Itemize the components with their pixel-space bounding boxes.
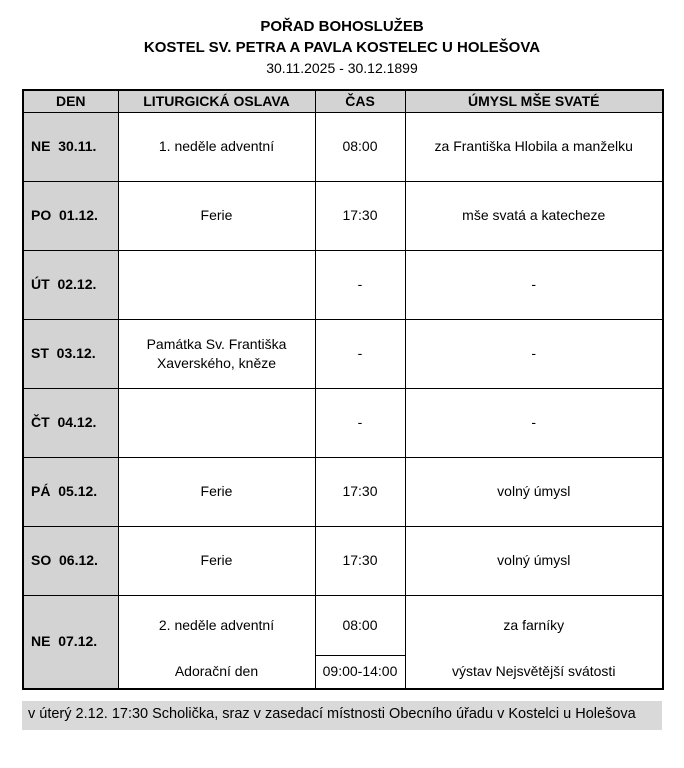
table-row (23, 388, 663, 457)
time-cell: 17:30 (315, 526, 405, 595)
column-header-umysl: ÚMYSL MŠE SVATÉ (405, 90, 663, 112)
church-title: KOSTEL SV. PETRA A PAVLA KOSTELEC U HOLEŠOVA (143, 39, 541, 56)
intention-top: za farníky (503, 616, 565, 633)
time-cell (315, 595, 405, 689)
intention-bottom: výstav Nejsvětější svátosti (452, 662, 616, 679)
celebration-cell: Ferie (118, 526, 315, 595)
celebration-cell (118, 595, 315, 689)
celebration-cell: 1. neděle adventní (118, 112, 315, 181)
day-cell: ÚT 02.12. (23, 250, 118, 319)
page-title: POŘAD BOHOSLUŽEB (260, 18, 424, 35)
date-range: 30.11.2025 - 30.12.1899 (266, 60, 418, 76)
time-cell: 17:30 (315, 181, 405, 250)
time-cell: - (315, 250, 405, 319)
day-cell: NE 07.12. (23, 595, 118, 689)
table-row (23, 526, 663, 595)
celebration-bottom: Adorační den (174, 662, 259, 679)
celebration-cell: Památka Sv. Františka Xaverského, kněze (118, 319, 315, 388)
intention-cell: - (405, 388, 663, 457)
time-cell: - (315, 388, 405, 457)
column-header-cas: ČAS (315, 90, 405, 112)
table-row (23, 250, 663, 319)
day-cell: ČT 04.12. (23, 388, 118, 457)
intention-cell: za Františka Hlobila a manželku (405, 112, 663, 181)
intention-cell (405, 595, 663, 689)
day-cell: NE 30.11. (23, 112, 118, 181)
schedule-table (22, 89, 664, 690)
time-cell: - (315, 319, 405, 388)
time-cell: 08:00 (315, 112, 405, 181)
time-bottom: 09:00-14:00 (316, 655, 405, 688)
document-header (22, 16, 662, 79)
column-header-den: DEN (23, 90, 118, 112)
intention-cell: - (405, 250, 663, 319)
celebration-cell (118, 388, 315, 457)
intention-cell: - (405, 319, 663, 388)
table-row (23, 181, 663, 250)
day-cell: PO 01.12. (23, 181, 118, 250)
column-header-oslava: LITURGICKÁ OSLAVA (118, 90, 315, 112)
time-cell: 17:30 (315, 457, 405, 526)
celebration-cell: Ferie (118, 181, 315, 250)
day-cell: ST 03.12. (23, 319, 118, 388)
table-row (23, 319, 663, 388)
header-row (23, 90, 663, 112)
celebration-cell (118, 250, 315, 319)
intention-cell: volný úmysl (405, 457, 663, 526)
intention-cell: mše svatá a katecheze (405, 181, 663, 250)
celebration-top: 2. neděle adventní (158, 616, 275, 633)
table-header (23, 90, 663, 112)
intention-cell: volný úmysl (405, 526, 663, 595)
table-row (23, 112, 663, 181)
time-top: 08:00 (342, 616, 378, 633)
celebration-cell: Ferie (118, 457, 315, 526)
day-cell: PÁ 05.12. (23, 457, 118, 526)
footer-note: v úterý 2.12. 17:30 Scholička, sraz v zasedací místnosti Obecního úřadu v Kostelci u Holešova (22, 701, 662, 730)
table-row (23, 457, 663, 526)
table-row (23, 595, 663, 689)
day-cell: SO 06.12. (23, 526, 118, 595)
